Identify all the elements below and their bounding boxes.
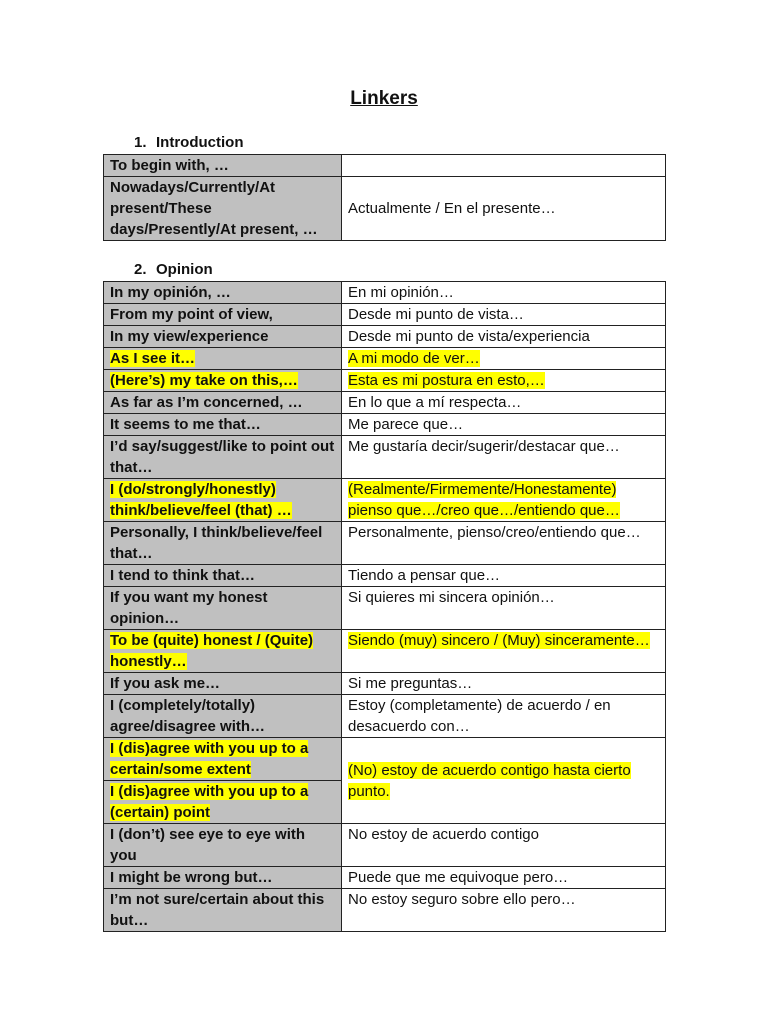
- english-linker: In my opinión, …: [104, 282, 342, 304]
- opinion-table: [103, 281, 666, 932]
- table-row: [104, 695, 666, 738]
- table-row: [104, 824, 666, 867]
- table-row: [104, 282, 666, 304]
- english-linker: If you ask me…: [104, 673, 342, 695]
- spanish-translation: Me parece que…: [342, 414, 666, 436]
- spanish-translation: Personalmente, pienso/creo/entiendo que…: [342, 522, 666, 565]
- spanish-translation: Tiendo a pensar que…: [342, 565, 666, 587]
- table-row: [104, 522, 666, 565]
- spanish-translation: [342, 479, 666, 522]
- spanish-translation: No estoy de acuerdo contigo: [342, 824, 666, 867]
- table-row: [104, 304, 666, 326]
- english-linker: From my point of view,: [104, 304, 342, 326]
- introduction-table: [103, 154, 666, 241]
- spanish-translation: Desde mi punto de vista…: [342, 304, 666, 326]
- english-linker: [104, 738, 342, 781]
- section-heading-introduction: [134, 134, 243, 151]
- english-linker: I’m not sure/certain about this but…: [104, 889, 342, 932]
- spanish-translation: Puede que me equivoque pero…: [342, 867, 666, 889]
- highlighted-text: Esta es mi postura en esto,…: [348, 372, 545, 389]
- highlighted-text: To be (quite) honest / (Quite) honestly…: [110, 632, 314, 670]
- spanish-translation: Desde mi punto de vista/experiencia: [342, 326, 666, 348]
- section-title: Introduction: [156, 134, 244, 151]
- spanish-translation: [342, 348, 666, 370]
- section-number: 1.: [134, 134, 147, 151]
- english-linker: I (don’t) see eye to eye with you: [104, 824, 342, 867]
- english-linker: Nowadays/Currently/At present/These days/Presently/At present, …: [104, 177, 342, 241]
- table-row: [104, 436, 666, 479]
- table-row: [104, 889, 666, 932]
- english-linker: I (completely/totally) agree/disagree with…: [104, 695, 342, 738]
- page-title: Linkers: [350, 88, 418, 109]
- spanish-translation: Si quieres mi sincera opinión…: [342, 587, 666, 630]
- highlighted-text: (Realmente/Firmemente/Honestamente) pienso que…/creo que…/entiendo que…: [348, 481, 620, 519]
- section-number: 2.: [134, 261, 147, 278]
- table-row: [104, 326, 666, 348]
- highlighted-text: I (dis)agree with you up to a (certain) point: [110, 783, 309, 821]
- spanish-translation: [342, 155, 666, 177]
- table-row: [104, 673, 666, 695]
- english-linker: [104, 370, 342, 392]
- spanish-translation: Estoy (completamente) de acuerdo / en desacuerdo con…: [342, 695, 666, 738]
- spanish-translation: No estoy seguro sobre ello pero…: [342, 889, 666, 932]
- english-linker: It seems to me that…: [104, 414, 342, 436]
- spanish-translation: Si me preguntas…: [342, 673, 666, 695]
- table-row: [104, 155, 666, 177]
- spanish-translation: [342, 370, 666, 392]
- spanish-translation: Actualmente / En el presente…: [342, 177, 666, 241]
- english-linker: [104, 630, 342, 673]
- english-linker: In my view/experience: [104, 326, 342, 348]
- highlighted-text: Siendo (muy) sincero / (Muy) sinceramente…: [348, 632, 650, 649]
- highlighted-text: I (dis)agree with you up to a certain/some extent: [110, 740, 309, 778]
- highlighted-text: I (do/strongly/honestly) think/believe/feel (that) …: [110, 481, 292, 519]
- table-row: [104, 738, 666, 781]
- english-linker: [104, 348, 342, 370]
- spanish-translation: En lo que a mí respecta…: [342, 392, 666, 414]
- english-linker: To begin with, …: [104, 155, 342, 177]
- spanish-translation: Me gustaría decir/sugerir/destacar que…: [342, 436, 666, 479]
- table-row: [104, 565, 666, 587]
- highlighted-text: (No) estoy de acuerdo contigo hasta cierto punto.: [348, 761, 631, 800]
- english-linker: [104, 479, 342, 522]
- english-linker: As far as I’m concerned, …: [104, 392, 342, 414]
- spanish-translation: [342, 630, 666, 673]
- english-linker: I tend to think that…: [104, 565, 342, 587]
- table-row: [104, 867, 666, 889]
- english-linker: [104, 781, 342, 824]
- table-row: [104, 177, 666, 241]
- table-row: [104, 587, 666, 630]
- english-linker: Personally, I think/believe/feel that…: [104, 522, 342, 565]
- spanish-translation: [342, 738, 666, 824]
- highlighted-text: As I see it…: [110, 350, 196, 367]
- english-linker: I’d say/suggest/like to point out that…: [104, 436, 342, 479]
- table-row: [104, 414, 666, 436]
- highlighted-text: (Here’s) my take on this,…: [110, 372, 298, 389]
- table-row: [104, 392, 666, 414]
- english-linker: If you want my honest opinion…: [104, 587, 342, 630]
- table-row: [104, 479, 666, 522]
- spanish-translation: En mi opinión…: [342, 282, 666, 304]
- section-title: Opinion: [156, 261, 213, 278]
- highlighted-text: A mi modo de ver…: [348, 350, 480, 367]
- table-row: [104, 370, 666, 392]
- english-linker: I might be wrong but…: [104, 867, 342, 889]
- section-heading-opinion: [134, 261, 213, 278]
- table-row: [104, 348, 666, 370]
- table-row: [104, 630, 666, 673]
